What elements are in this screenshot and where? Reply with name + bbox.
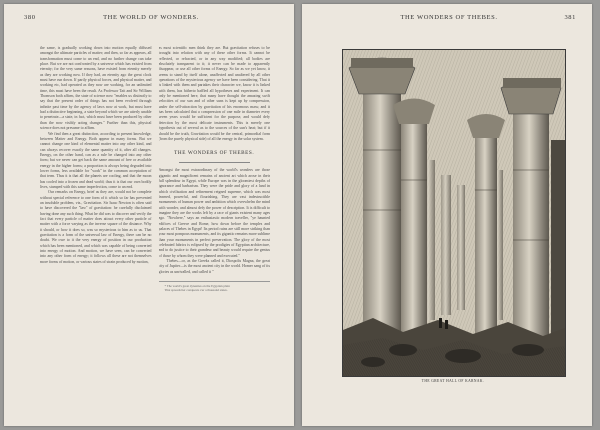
col2-body-b [159,168,271,275]
paragraph: the same, is gradually working down into motion equally diffused amongst the ultimate particles of matter; and then, so far as appears, all transformation must come to an end, and no further change can take place. But we are not confronted by a universe which has existed from eternity; for the very same reasons, have existed from eternity merely as they are working now. If they had, an eternity ago the great clock must have run down. If partly physical forces, and physical matter, and working etc, had operated as they now are working, for an unlimited time, this must have been the result. As Professor Tait and Sir William Thomson both affirm, the state of science now "enables us distinctly to say that the present order of things has not been evolved through infinite past time by the agency of laws now at work, but must have had a distinctive beginning, a state beyond which we are utterly unable to penetrate—a state, in fact, which must have been produced by other than the now visibly acting changes." Further than this, physical science does not presume to affirm. [40,46,152,131]
footnote-line-2: That spreads her conquests o'er a thousand states. [164,288,228,293]
col1-body [40,46,152,265]
paragraph: Thebes—or, as the Greeks called it, Diospolis Magna, the great city of Jupiter—is the most ancient city in the world. Homer sang of its glories as unrivalled, and called it " [158,259,270,274]
karnak-engraving [342,49,566,377]
right-running-head: THE WONDERS OF THEBES. [400,14,498,21]
right-page-number: 381 [564,14,576,21]
paragraph: as most scientific men think they are. But gravitation refuses to be brought into relation with any of these other forms. It cannot be reflected, or refracted, or in any way modified; all bodies are absolutely transparent to it; it never can be made to apparently disappear, or use all other forms of Energy. So far as we yet know, it seems to stand by itself alone, unaffected and unaltered by all other operations of the mysterious agency we have been considering. That it is linked with them and partakes their character we, know it is linked with them, has hitherto baffled all hypotheses and experiment. It can only be mentioned here, that many have thought the amazing swift velocities of our sun and of other suns is kept up by compression, under the self-attraction by gravitation of his enormous mass; and it has been calculated that a compression of one mile in diameter every seven years would be sufficient for the purpose, and would defy detection by the most delicate instruments. This is merely one hypothesis out of several as to the sources of the sun's heat; but if it should be the truth, Gravitation would be the central, primordial form (from the purely physical side) of all the energy in the solar system. [158,46,270,141]
footnote-line-1: * The world's great dynasties on the Egyptian plain [164,284,230,289]
footnote [159,281,271,292]
left-columns [40,46,270,414]
left-column-1 [40,46,152,414]
right-header [322,14,576,24]
left-page [4,4,294,426]
col2-body [159,46,271,142]
figure-caption: THE GREAT HALL OF KARNAK. [421,379,485,383]
left-header [24,14,278,24]
left-running-head: THE WORLD OF WONDERS. [103,14,199,21]
paragraph: Amongst the most extraordinary of the world's wonders are those gigantic and magnificent remains of ancient art which arose in their full splendour in Egypt, while Europe was in the gloomiest depths of ignorance and barbarism. They were the pride and glory of a land in which civilisation and refinement reigned supreme, which was most learned, powerful, and flourishing. They are vast indestructible monuments of human power and ambition which overwhelm the mind with wonder, and almost defy the power of description. It is difficult to imagine they are the works left by a race of giants existent many ages ago. "Nowhere," says an enthusiastic modern traveller, "ye haunted edifices of Greece and Rome, how down before the temples and palaces of Thebes in Egypt! Its period ruins are still more striking than your most pompous monuments, and its gigantic remains more sublime than your monuments in perfect preservation. The glory of the most celebrated fabrics is eclipsed by the prodigies of Egyptian architecture, and to do justice to their grandeur and beauty would require the genius of those by whom they were planned and executed." [158,168,270,258]
left-page-number: 380 [24,14,36,21]
paragraph: We find then a great distinction, according to present knowledge, between Matter and Energy. Both appear in many forms. But we cannot change one kind of elemental matter into any other kind, and can always recover exactly the same quantity of it, after all changes. Energy, on the other hand, can as a rule be changed into any other form; but we never can get back the same amount of free or available energy in the higher forms; a proportion is always being degraded into lower forms, less available for "work" in the common acceptation of that term. Thus it is that all the planets are cooling, and that the moon has cooled into a frozen and dead world; thus it is that our own bodily lives, stamped with this same imperfection, come to an end. [40,131,152,189]
heading-rule [179,162,251,163]
left-column-2 [159,46,271,414]
section-heading: THE WONDERS OF THEBES. [174,150,255,157]
right-page [302,4,592,426]
paragraph: Our remarks on Energy, brief as they are, would not be complete without special reference to one form of it which so far has prevented an insoluble problem, viz., Gravitation. Sir Isaac Newton is often said to have discovered the "law" of gravitation: he carefully disclaimed having done any such thing. What he did was to discover and verify the fact that every particle of matter does attract every other particle of matter with a force varying as the inverse square of the distance. Why it should, or how it does so, was so mysterious to him as to us. That gravitation is a form of the universal law of Energy, there can be no doubt. We owe to it the very energy of position in our production which has been mentioned, and which was capable of being converted into energy of motion. And motion, we have seen, can be converted into any other form of energy; it follows all these are not themselves more forms of motion, or various states of strain produced by motion, [40,190,152,264]
